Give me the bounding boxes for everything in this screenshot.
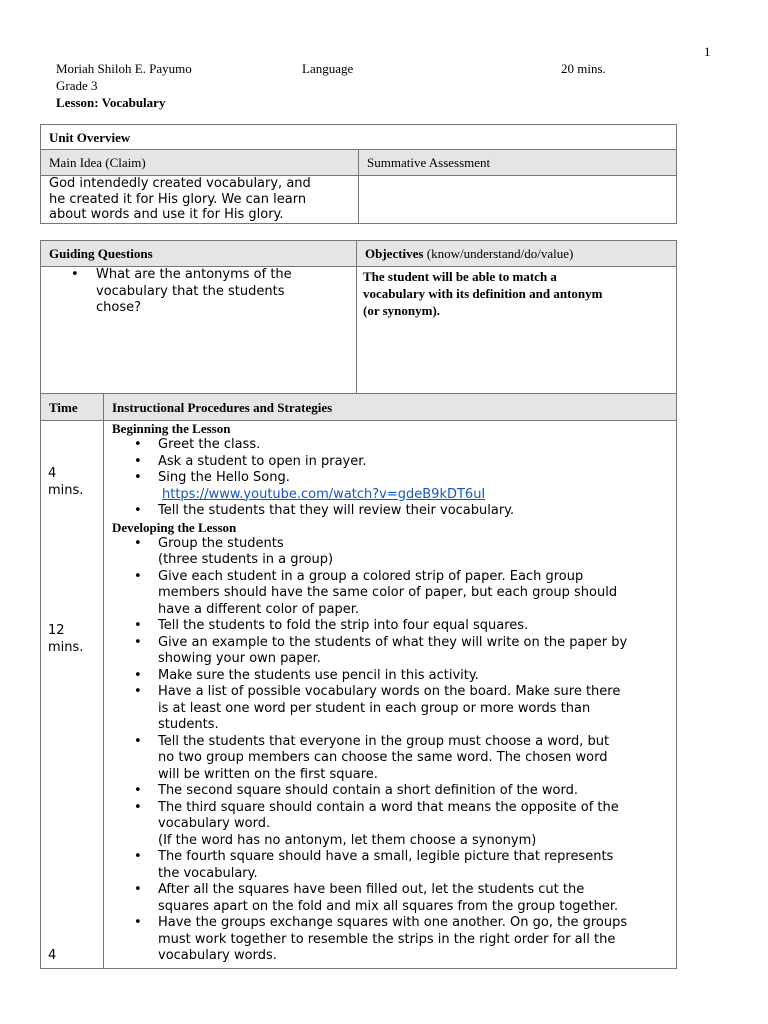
objectives-heading: Objectives (know/understand/do/value) bbox=[357, 241, 677, 267]
unit-overview-table bbox=[40, 124, 677, 224]
list-item: • The second square should contain a short definition of the word. bbox=[112, 783, 670, 800]
beginning-list bbox=[112, 437, 670, 520]
summative-assessment-text bbox=[359, 176, 677, 224]
lesson-title: Lesson: Vocabulary bbox=[56, 95, 166, 110]
list-item: • Group the students (three students in a group) bbox=[112, 536, 670, 569]
list-item: • Give each student in a group a colored strip of paper. Each group members should have the same color of paper, but each group should have a different color of paper. bbox=[112, 569, 670, 619]
time-unit: mins. bbox=[48, 483, 84, 498]
list-item: • What are the antonyms of the vocabulary that the students chose? bbox=[49, 267, 350, 317]
procedures-heading: Instructional Procedures and Strategies bbox=[104, 394, 677, 421]
main-idea-label: Main Idea (Claim) bbox=[41, 150, 359, 176]
time-unit: mins. bbox=[48, 640, 84, 655]
procedures-table bbox=[40, 393, 677, 969]
procedures-column bbox=[104, 421, 677, 969]
teacher-name: Moriah Shiloh E. Payumo bbox=[56, 61, 192, 76]
beginning-section-title: Beginning the Lesson bbox=[112, 421, 231, 436]
guiding-questions-cell bbox=[41, 267, 357, 394]
list-item: • Tell the students that they will review their vocabulary. bbox=[112, 503, 670, 520]
list-item: • Sing the Hello Song. https://www.youtube.com/watch?v=gdeB9kDT6uI bbox=[112, 470, 670, 503]
list-item: • Greet the class. bbox=[112, 437, 670, 454]
list-item: • Ask a student to open in prayer. bbox=[112, 454, 670, 471]
list-item: • The third square should contain a word that means the opposite of the vocabulary word. (If the word has no antonym, let them choose a synonym) bbox=[112, 800, 670, 850]
guiding-questions-heading: Guiding Questions bbox=[41, 241, 357, 267]
time-heading: Time bbox=[41, 394, 104, 421]
time-value: 12 bbox=[48, 623, 65, 638]
document-header bbox=[56, 60, 676, 111]
duration: 20 mins. bbox=[561, 61, 606, 76]
unit-overview-heading: Unit Overview bbox=[41, 125, 677, 150]
list-item: • After all the squares have been filled out, let the students cut the squares apart on the fold and mix all squares from the group together. bbox=[112, 882, 670, 915]
youtube-link[interactable]: https://www.youtube.com/watch?v=gdeB9kDT6uI bbox=[162, 486, 486, 502]
developing-list bbox=[112, 536, 670, 965]
list-item: • Tell the students to fold the strip into four equal squares. bbox=[112, 618, 670, 635]
time-value: 4 bbox=[48, 948, 57, 963]
time-value: 4 bbox=[48, 466, 57, 481]
grade: Grade 3 bbox=[56, 78, 98, 93]
list-item: • Tell the students that everyone in the group must choose a word, but no two group members can choose the same word. The chosen word will be written on the first square. bbox=[112, 734, 670, 784]
main-idea-text: God intendedly created vocabulary, and he created it for His glory. We can learn about words and use it for His glory. bbox=[41, 176, 359, 224]
developing-section-title: Developing the Lesson bbox=[112, 519, 237, 535]
objectives-cell: The student will be able to match a vocabulary with its definition and antonym (or synonym). bbox=[357, 267, 677, 394]
page-number: 1 bbox=[704, 44, 711, 59]
time-column bbox=[41, 421, 104, 969]
list-item: • Make sure the students use pencil in this activity. bbox=[112, 668, 670, 685]
list-item: • Give an example to the students of what they will write on the paper by showing your own paper. bbox=[112, 635, 670, 668]
subject: Language bbox=[302, 61, 354, 76]
list-item: • Have the groups exchange squares with one another. On go, the groups must work together to resemble the strips in the right order for all the vocabulary words. bbox=[112, 915, 670, 965]
list-item: • Have a list of possible vocabulary words on the board. Make sure there is at least one word per student in each group or more words than students. bbox=[112, 684, 670, 734]
guiding-objectives-table bbox=[40, 240, 677, 394]
summative-assessment-label: Summative Assessment bbox=[359, 150, 677, 176]
list-item: • The fourth square should have a small, legible picture that represents the vocabulary. bbox=[112, 849, 670, 882]
